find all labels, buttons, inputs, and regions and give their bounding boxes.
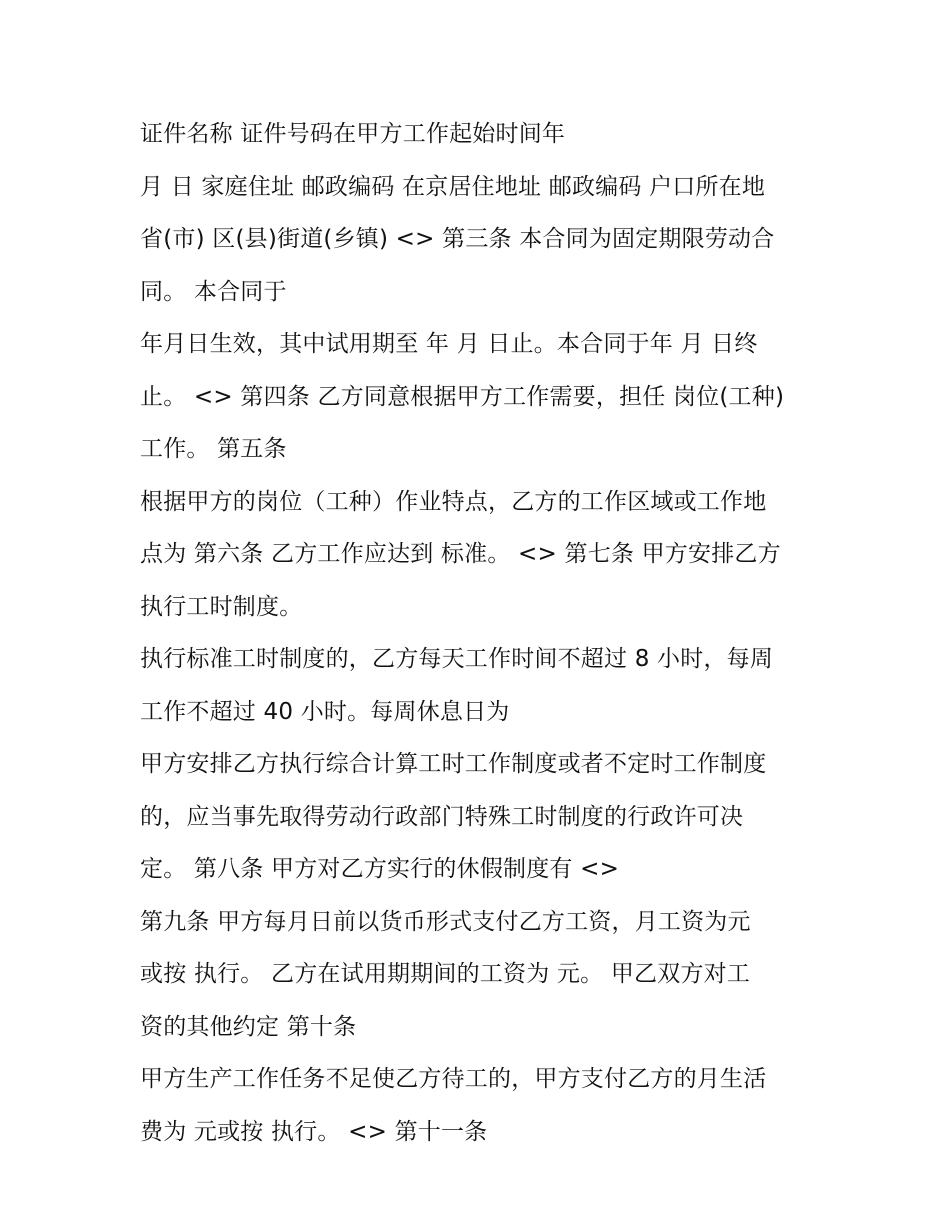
text-line: 甲方生产工作任务不足使乙方待工的，甲方支付乙方的月生活 (140, 1066, 767, 1092)
text-line: 执行工时制度。 (140, 593, 303, 620)
text-line: 费为 元或按 执行。 <> 第十一条 (140, 1118, 488, 1145)
text-line: 年月日生效，其中试用期至 年 月 日止。本合同于年 月 日终 (140, 331, 758, 357)
text-line: 同。 本合同于 (140, 278, 287, 305)
text-line: 证件名称 证件号码在甲方工作起始时间年 (140, 121, 566, 147)
text-line: 执行标准工时制度的，乙方每天工作时间不超过 8 小时，每周 (140, 646, 774, 672)
text-line: 点为 第六条 乙方工作应达到 标准。 <> 第七条 甲方安排乙方 (140, 541, 781, 567)
contract-text (140, 108, 820, 1158)
text-line: 工作。 第五条 (140, 436, 287, 462)
text-line: 根据甲方的岗位（工种）作业特点，乙方的工作区域或工作地 (140, 488, 767, 515)
text-line: 或按 执行。 乙方在试用期期间的工资为 元。 甲乙双方对工 (140, 961, 751, 987)
text-line: 第九条 甲方每月日前以货币形式支付乙方工资，月工资为元 (140, 908, 751, 935)
text-line: 省(市) 区(县)街道(乡镇) <> 第三条 本合同为固定期限劳动合 (140, 226, 775, 252)
text-line: 定。 第八条 甲方对乙方实行的休假制度有 <> (140, 856, 620, 882)
text-line: 资的其他约定 第十条 (140, 1013, 357, 1040)
text-line: 月 日 家庭住址 邮政编码 在京居住地址 邮政编码 户口所在地 (140, 173, 766, 200)
text-line: 工作不超过 40 小时。每周休息日为 (140, 698, 510, 725)
text-line: 的，应当事先取得劳动行政部门特殊工时制度的行政许可决 (140, 803, 744, 830)
text-line: 甲方安排乙方执行综合计算工时工作制度或者不定时工作制度 (140, 751, 767, 777)
text-line: 止。 <> 第四条 乙方同意根据甲方工作需要，担任 岗位(工种) (140, 383, 785, 410)
